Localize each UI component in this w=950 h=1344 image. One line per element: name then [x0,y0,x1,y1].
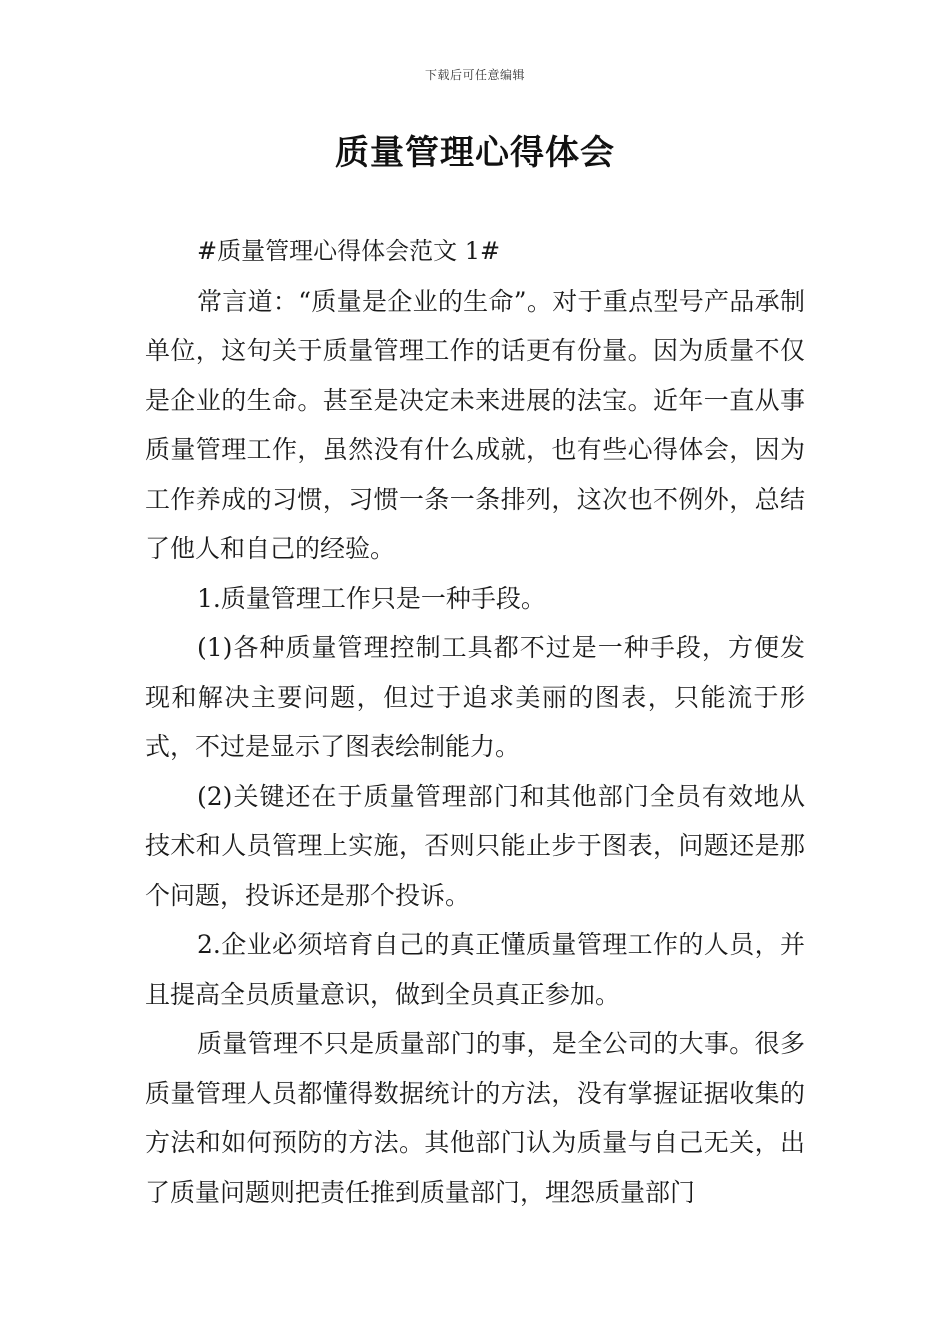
section-heading: #质量管理心得体会范文 1# [197,237,501,265]
header-note: 下载后可任意编辑 [424,68,525,82]
document-title: 质量管理心得体会 [335,133,615,173]
paragraph-intro: 常言道：“质量是企业的生命”。对于重点型号产品承制单位，这句关于质量管理工作的话更有份量。因为质量不仅是企业的生命。甚至是决定未来进展的法宝。近年一直从事质量管理工作，虽然没有什么成就，也有些心得体会，因为工作养成的习惯，习惯一条一条排列，这次也不例外，总结了他人和自己的经验。 [145,286,805,563]
paragraph-point-2: 2.企业必须培育自己的真正懂质量管理工作的人员，并且提高全员质量意识，做到全员真正参加。 [145,930,805,1009]
paragraph-point-1-sub-2: (2)关键还在于质量管理部门和其他部门全员有效地从技术和人员管理上实施，否则只能止步于图表，问题还是那个问题，投诉还是那个投诉。 [145,781,805,910]
document-body [145,227,805,1217]
paragraph-point-1-sub-1: (1)各种质量管理控制工具都不过是一种手段，方便发现和解决主要问题，但过于追求美丽的图表，只能流于形式，不过是显示了图表绘制能力。 [145,633,805,761]
paragraph-point-1: 1.质量管理工作只是一种手段。 [197,583,546,613]
paragraph-point-2-detail: 质量管理不只是质量部门的事，是全公司的大事。很多质量管理人员都懂得数据统计的方法，没有掌握证据收集的方法和如何预防的方法。其他部门认为质量与自己无关，出了质量问题则把责任推到质量部门，埋怨质量部门 [145,1029,805,1207]
